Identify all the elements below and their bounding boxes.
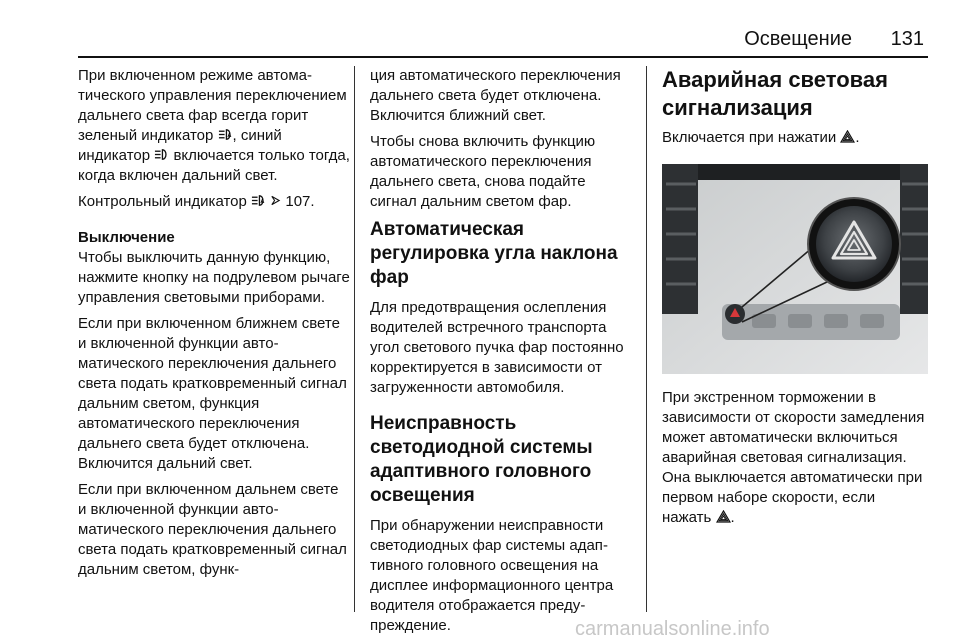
high-beam-assist-icon bbox=[218, 128, 233, 141]
page-title: Освещение bbox=[744, 28, 852, 50]
text: . bbox=[855, 129, 860, 146]
high-beam-assist-icon bbox=[251, 194, 266, 207]
column-1 bbox=[78, 66, 350, 586]
text: синий индикатор bbox=[78, 127, 282, 164]
text: , bbox=[232, 127, 237, 144]
paragraph-continued: ция автоматического переключения дальнего света будет отключена. Включится ближний свет. bbox=[370, 67, 621, 124]
hazard-warning-icon bbox=[716, 510, 731, 523]
dashboard-illustration bbox=[662, 164, 928, 374]
heading-hazard-lights: Аварийная световая сигнализация bbox=[662, 67, 888, 120]
svg-text:A: A bbox=[226, 132, 231, 139]
paragraph-hazard-auto bbox=[662, 388, 928, 528]
text: Включается при нажатии bbox=[662, 129, 837, 146]
page-header bbox=[78, 18, 928, 58]
heading-switch-off: Выключение bbox=[78, 229, 175, 246]
air-vent-right bbox=[900, 164, 928, 314]
column-3 bbox=[662, 66, 928, 534]
paragraph-auto-leveling: Для предотвращения ослепления водителей встречного транспорта угол светового пучка фар постоянно корректируется в зависимости от загруженности автомобиля. bbox=[370, 299, 624, 396]
high-beam-icon bbox=[154, 148, 169, 161]
column-divider-1 bbox=[354, 66, 355, 612]
air-vent-left bbox=[662, 164, 698, 314]
paragraph-led-fault: При обнаружении неисправности светодиодных фар системы адаптивного головного освещения на дисплее информационного центра водителя отображается предупреждение. bbox=[370, 517, 614, 634]
paragraph-indicator-ref bbox=[78, 192, 350, 212]
text: Контрольный индикатор bbox=[78, 193, 247, 210]
paragraph-hazard-activate bbox=[662, 128, 928, 148]
paragraph-switch-off: Чтобы выключить данную функцию, нажмите кнопку на подрулевом рычаге управления световыми приборами. bbox=[78, 249, 350, 306]
text: включается только тогда, когда включен дальний свет. bbox=[78, 147, 350, 184]
page-reference[interactable]: 107. bbox=[285, 193, 315, 210]
svg-text:A: A bbox=[260, 198, 265, 205]
paragraph-auto-high-beam bbox=[78, 66, 350, 186]
paragraph-high-beam-flash: Если при включенном дальнем свете и включенной функции автоматического переключения дальнего света подать кратковременный сигнал дальним светом, функ- bbox=[78, 481, 347, 578]
paragraph-reactivate: Чтобы снова включить функцию автоматического переключения дальнего света, снова подайте сигнал дальним светом фар. bbox=[370, 133, 596, 210]
hazard-warning-icon bbox=[840, 130, 855, 143]
heading-auto-leveling: Автоматическая регулировка угла наклона фар bbox=[370, 219, 618, 288]
text: . bbox=[730, 509, 735, 526]
text: При экстренном торможении в зависимости от скорости замедления может автоматически включиться аварийная световая сигнализация. Она выключается автоматически при первом наборе скорости, если нажать bbox=[662, 389, 925, 526]
heading-led-fault: Неисправность светодиодной системы адаптивного головного освещения bbox=[370, 413, 593, 506]
text: При включенном режиме автоматического управления переключением дальнего света фар всегда горит зеленый индикатор bbox=[78, 67, 347, 144]
page-number: 131 bbox=[890, 28, 924, 50]
column-divider-2 bbox=[646, 66, 647, 612]
hazard-button-photo bbox=[662, 164, 928, 374]
watermark: carmanualsonline.info bbox=[575, 618, 770, 640]
page-reference-icon bbox=[270, 194, 281, 207]
paragraph-low-beam-flash: Если при включенном ближнем свете и включенной функции автоматического переключения дальнего света подать кратковременный сигнал дальним светом, функция автоматического переключения дальнего света будет отключена. Включится дальний свет. bbox=[78, 315, 347, 472]
header-divider bbox=[78, 56, 928, 58]
column-2 bbox=[370, 66, 632, 642]
